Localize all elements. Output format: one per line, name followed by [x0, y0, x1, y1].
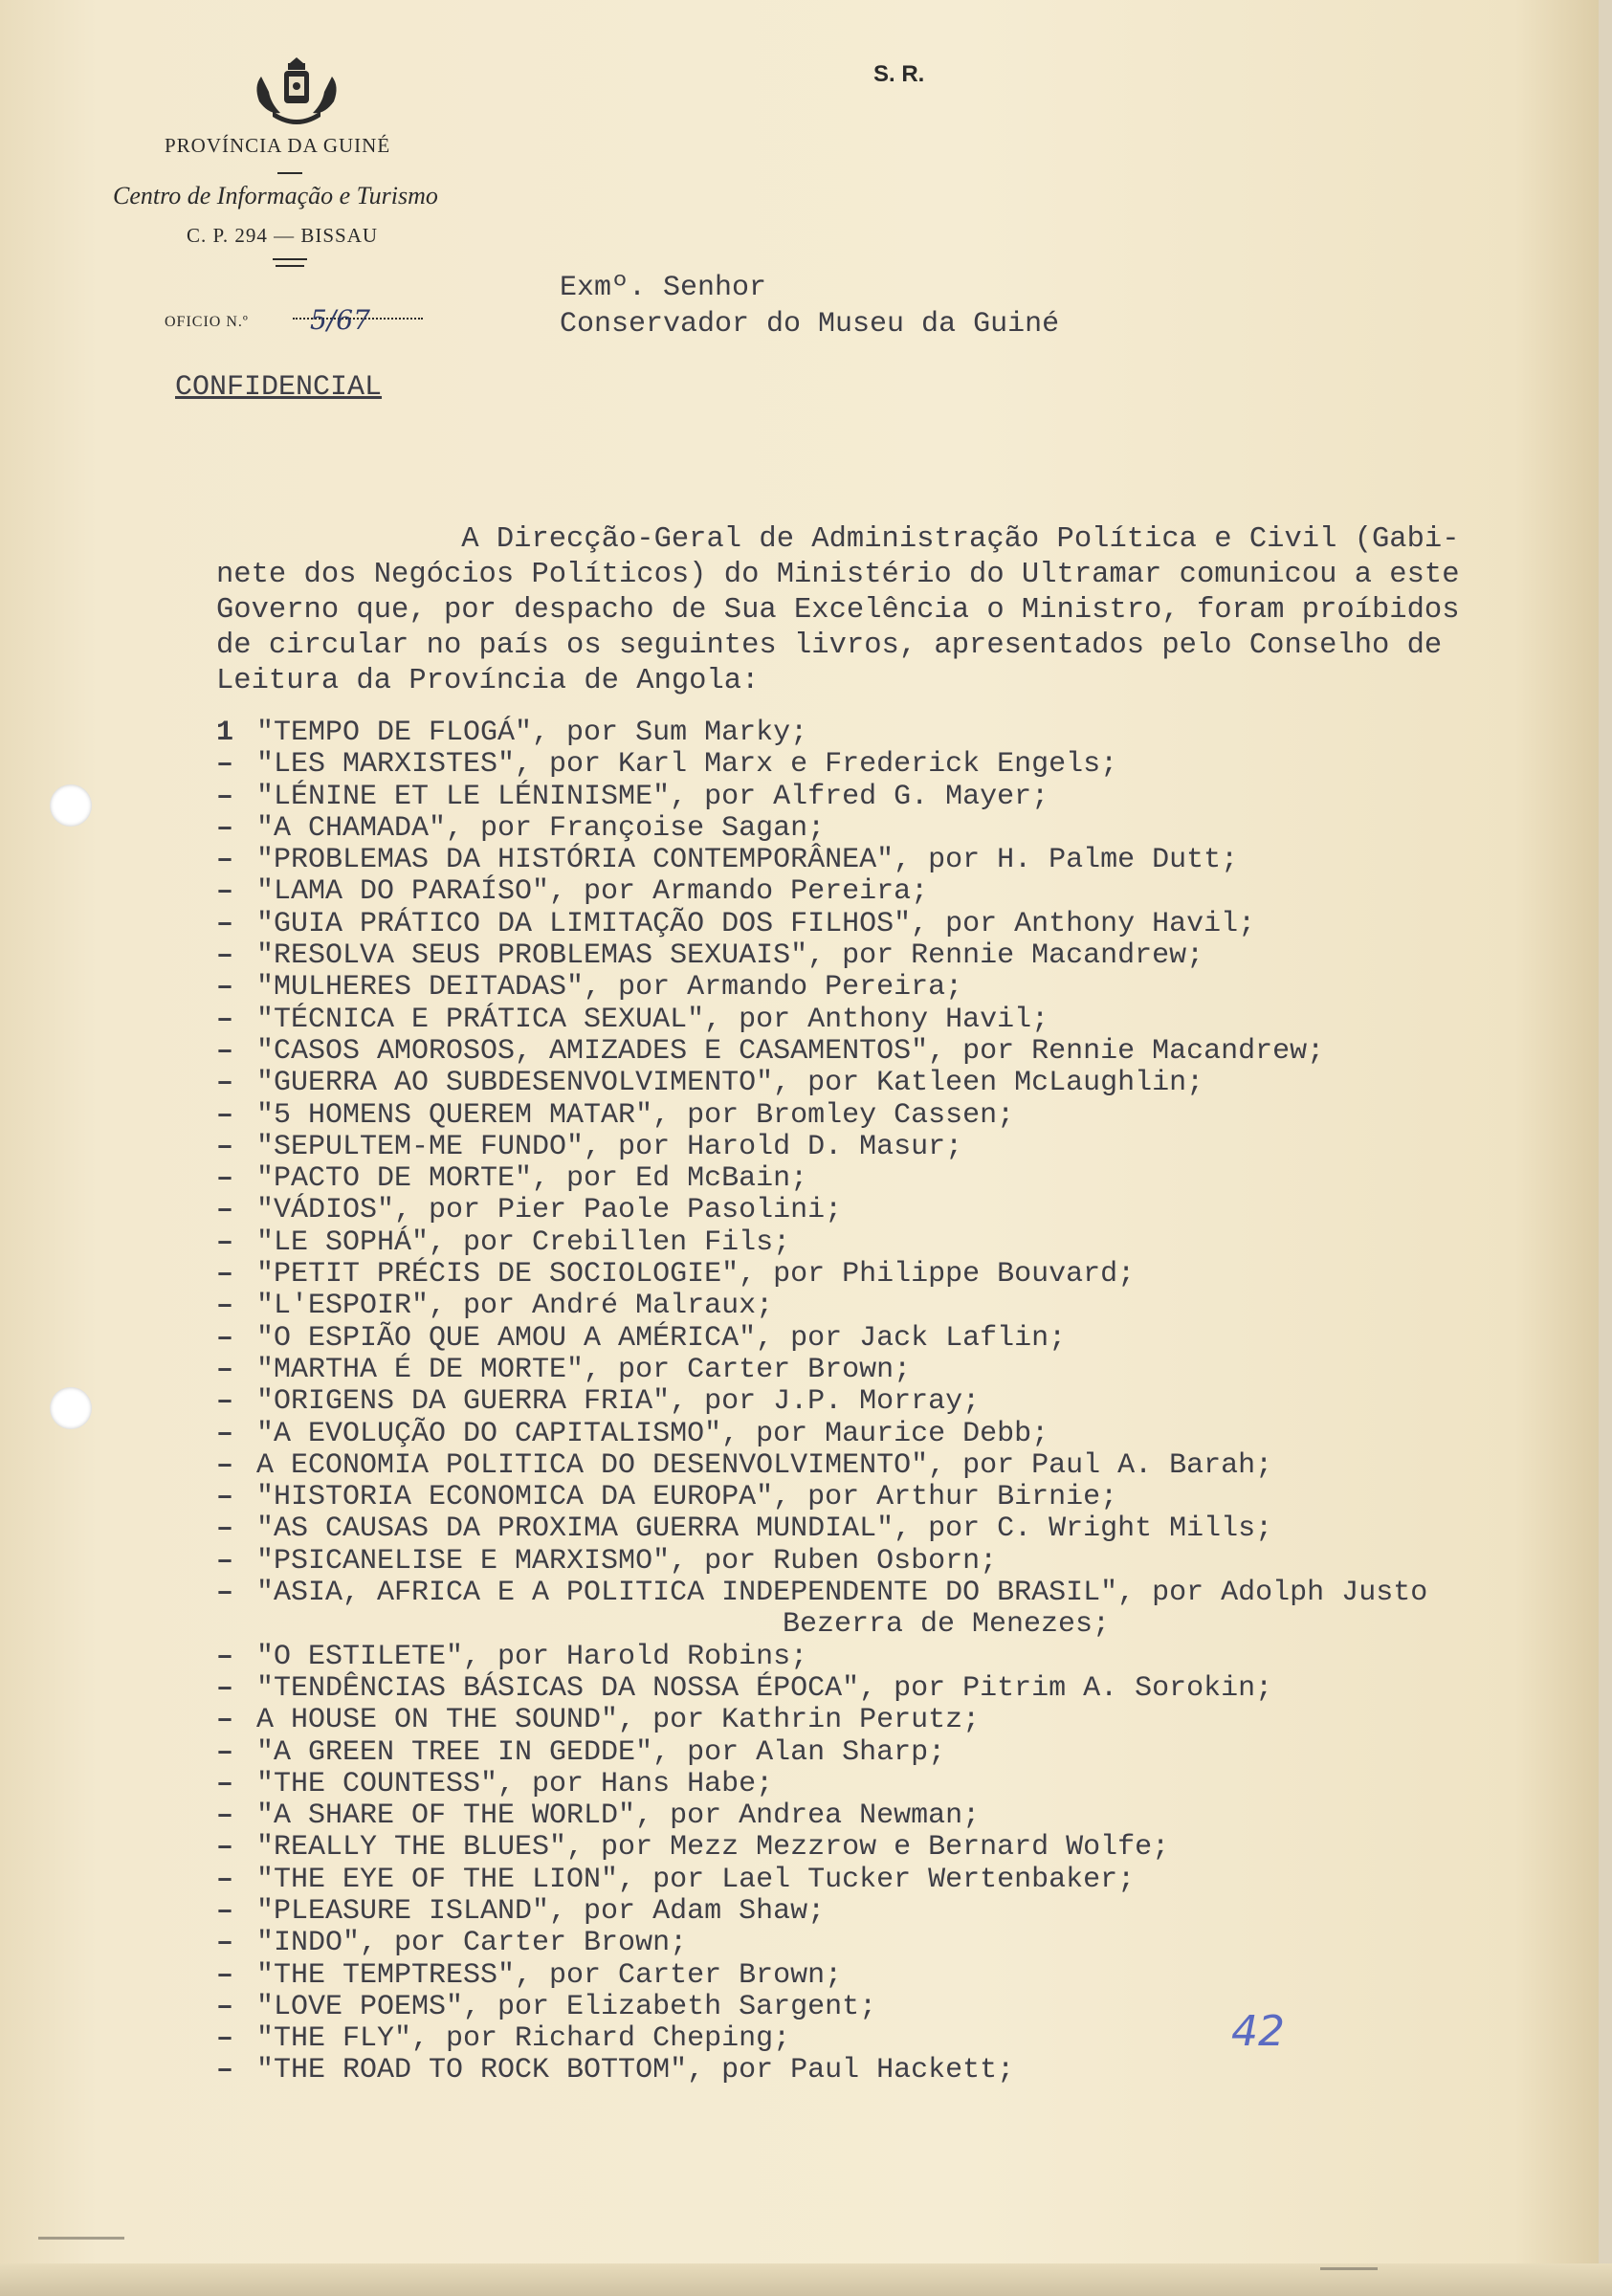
book-text: "A SHARE OF THE WORLD", por Andrea Newman;: [256, 1799, 981, 1833]
bullet-dash: –: [216, 1130, 234, 1163]
province-name: PROVÍNCIA DA GUINÉ: [165, 134, 391, 157]
bullet-dash: –: [216, 939, 234, 973]
book-text: "LÉNINE ET LE LÉNINISME", por Alfred G. Mayer;: [256, 780, 1049, 813]
book-text: "MULHERES DEITADAS", por Armando Pereira;: [256, 971, 963, 1004]
bullet-dash: –: [216, 1863, 234, 1896]
bullet-dash: –: [216, 1385, 234, 1419]
book-text: "TÉCNICA E PRÁTICA SEXUAL", por Anthony Havil;: [256, 1003, 1049, 1036]
bullet-dash: –: [216, 1958, 234, 1992]
book-text: "PROBLEMAS DA HISTÓRIA CONTEMPORÂNEA", por H. Palme Dutt;: [256, 844, 1239, 877]
book-entry: [216, 1004, 1594, 1036]
book-text: "5 HOMENS QUEREM MATAR", por Bromley Cassen;: [256, 1098, 1015, 1132]
book-entry: [216, 1673, 1594, 1705]
bullet-dash: –: [216, 1353, 234, 1386]
book-entry: [216, 1355, 1594, 1386]
body-line: A Direcção-Geral de Administração Política e Civil (Gabi-: [216, 523, 1460, 556]
book-text: "A EVOLUÇÃO DO CAPITALISMO", por Maurice Debb;: [256, 1417, 1049, 1450]
book-entry: [216, 1068, 1594, 1099]
book-entry: [216, 1513, 1594, 1545]
book-text: "THE FLY", por Richard Cheping;: [256, 2022, 791, 2056]
bullet-dash: –: [216, 844, 234, 877]
bullet-dash: –: [216, 1894, 234, 1928]
book-text: "L'ESPOIR", por André Malraux;: [256, 1290, 774, 1323]
book-text: "LAMA DO PARAÍSO", por Armando Pereira;: [256, 875, 929, 909]
bullet-dash: –: [216, 1990, 234, 2023]
centre-name: Centro de Informação e Turismo: [113, 182, 438, 210]
banned-books-list: [216, 718, 1594, 2087]
body-line: de circular no país os seguintes livros, apresentados pelo Conselho de: [216, 629, 1443, 662]
book-text: A ECONOMIA POLITICA DO DESENVOLVIMENTO", por Paul A. Barah;: [256, 1448, 1273, 1482]
book-text: "THE ROAD TO ROCK BOTTOM", por Paul Hackett;: [256, 2054, 1015, 2087]
book-text: "TENDÊNCIAS BÁSICAS DA NOSSA ÉPOCA", por Pitrim A. Sorokin;: [256, 1671, 1273, 1705]
book-text: "THE COUNTESS", por Hans Habe;: [256, 1767, 774, 1800]
bullet-dash: –: [216, 1799, 234, 1833]
book-text: "MARTHA É DE MORTE", por Carter Brown;: [256, 1353, 912, 1386]
punch-hole-bottom: [50, 1387, 92, 1429]
body-line: nete dos Negócios Políticos) do Ministério do Ultramar comunicou a este: [216, 559, 1460, 591]
bullet-dash: –: [216, 1481, 234, 1514]
book-entry: [216, 1642, 1594, 1673]
recipient-title: Conservador do Museu da Guiné: [560, 308, 1060, 341]
bullet-dash: –: [216, 811, 234, 845]
header-divider: [277, 172, 302, 174]
bullet-dash: –: [216, 2054, 234, 2087]
book-text: "SEPULTEM-ME FUNDO", por Harold D. Masur;: [256, 1130, 963, 1163]
page-edge-right: [1599, 0, 1612, 2296]
bullet-dash: –: [216, 2022, 234, 2056]
book-text: "AS CAUSAS DA PROXIMA GUERRA MUNDIAL", por C. Wright Mills;: [256, 1512, 1273, 1546]
book-entry: [216, 2023, 1594, 2055]
book-text: "ASIA, AFRICA E A POLITICA INDEPENDENTE DO BRASIL", por Adolph Justo: [256, 1577, 1428, 1610]
book-entry: [216, 1769, 1594, 1800]
book-entry: [216, 1419, 1594, 1450]
bullet-dash: –: [216, 1003, 234, 1036]
book-entry: [216, 1100, 1594, 1132]
book-text: "LOVE POEMS", por Elizabeth Sargent;: [256, 1990, 877, 2023]
book-text: "PETIT PRÉCIS DE SOCIOLOGIE", por Philippe Bouvard;: [256, 1258, 1136, 1292]
book-text: "GUIA PRÁTICO DA LIMITAÇÃO DOS FILHOS", por Anthony Havil;: [256, 907, 1256, 940]
book-entry: [216, 782, 1594, 813]
book-entry: [216, 1896, 1594, 1928]
book-entry: [216, 1450, 1594, 1482]
bullet-dash: –: [216, 1321, 234, 1355]
body-line: Leitura da Província de Angola:: [216, 665, 760, 697]
body-paragraph: [216, 522, 1594, 699]
punch-hole-top: [50, 784, 92, 827]
book-entry: [216, 1832, 1594, 1864]
book-entry: [216, 972, 1594, 1004]
bullet-dash: –: [216, 1544, 234, 1578]
book-text: "THE TEMPTRESS", por Carter Brown;: [256, 1958, 843, 1992]
book-text: "THE EYE OF THE LION", por Lael Tucker Wertenbaker;: [256, 1863, 1136, 1896]
bullet-dash: 1: [216, 717, 234, 749]
book-entry: [216, 813, 1594, 845]
book-entry: [216, 2055, 1594, 2086]
book-text: "ORIGENS DA GUERRA FRIA", por J.P. Morray;: [256, 1385, 981, 1419]
book-entry: [216, 749, 1594, 781]
bullet-dash: –: [216, 1194, 234, 1227]
book-text: "GUERRA AO SUBDESENVOLVIMENTO", por Katleen McLaughlin;: [256, 1067, 1204, 1100]
bullet-dash: –: [216, 1290, 234, 1323]
header-divider-3: [276, 265, 304, 267]
book-entry: [216, 1865, 1594, 1896]
book-text: "O ESTILETE", por Harold Robins;: [256, 1640, 808, 1673]
body-line: Governo que, por despacho de Sua Excelência o Ministro, foram proíbidos: [216, 594, 1460, 627]
coat-of-arms-icon: [252, 57, 342, 130]
bullet-dash: –: [216, 907, 234, 940]
header-divider-2: [273, 258, 307, 260]
book-entry: [216, 909, 1594, 940]
book-entry: [216, 1928, 1594, 1959]
bullet-dash: –: [216, 1704, 234, 1737]
bullet-dash: –: [216, 1671, 234, 1705]
bullet-dash: –: [216, 1448, 234, 1482]
book-entry: [216, 1259, 1594, 1291]
book-entry: [216, 1705, 1594, 1736]
book-text: "HISTORIA ECONOMICA DA EUROPA", por Arthur Birnie;: [256, 1481, 1118, 1514]
book-text: "RESOLVA SEUS PROBLEMAS SEXUAIS", por Rennie Macandrew;: [256, 939, 1204, 973]
book-entry: [216, 940, 1594, 972]
page-smudge: [38, 2237, 124, 2240]
book-text: "INDO", por Carter Brown;: [256, 1927, 688, 1960]
book-entry: [216, 1800, 1594, 1832]
bullet-dash: –: [216, 1640, 234, 1673]
book-entry: [216, 1291, 1594, 1322]
bullet-dash: –: [216, 748, 234, 782]
book-text: "PSICANELISE E MARXISMO", por Ruben Osborn;: [256, 1544, 998, 1578]
bullet-dash: –: [216, 1098, 234, 1132]
book-entry: [216, 1163, 1594, 1195]
bullet-dash: –: [216, 1831, 234, 1865]
book-entry: [216, 1960, 1594, 1992]
book-entry: [216, 1386, 1594, 1418]
bullet-dash: –: [216, 1767, 234, 1800]
book-entry: [216, 1992, 1594, 2023]
oficio-label: OFICIO N.º: [165, 314, 249, 330]
book-entry: [216, 718, 1594, 749]
bullet-dash: –: [216, 1258, 234, 1292]
book-text: "LE SOPHÁ", por Crebillen Fils;: [256, 1225, 791, 1259]
bullet-dash: –: [216, 1034, 234, 1068]
bullet-dash: –: [216, 1735, 234, 1769]
page-number: 42: [1231, 2007, 1285, 2056]
book-text: "PACTO DE MORTE", por Ed McBain;: [256, 1162, 808, 1196]
bullet-dash: –: [216, 780, 234, 813]
book-entry: [216, 1195, 1594, 1226]
classification-mark: S. R.: [873, 61, 925, 87]
book-entry: [216, 845, 1594, 876]
bullet-dash: –: [216, 1417, 234, 1450]
book-text: "PLEASURE ISLAND", por Adam Shaw;: [256, 1894, 826, 1928]
bullet-dash: –: [216, 971, 234, 1004]
book-text: "VÁDIOS", por Pier Paole Pasolini;: [256, 1194, 843, 1227]
bullet-dash: –: [216, 1927, 234, 1960]
book-entry: [216, 1546, 1594, 1578]
postal-address: C. P. 294 — BISSAU: [187, 224, 379, 247]
book-text: "O ESPIÃO QUE AMOU A AMÉRICA", por Jack Laflin;: [256, 1321, 1067, 1355]
book-text: "REALLY THE BLUES", por Mezz Mezzrow e Bernard Wolfe;: [256, 1831, 1170, 1865]
book-text: "TEMPO DE FLOGÁ", por Sum Marky;: [256, 717, 808, 749]
oficio-number: 5/67: [310, 304, 370, 336]
bullet-dash: –: [216, 1577, 234, 1610]
book-entry: [216, 1482, 1594, 1513]
book-entry: [216, 876, 1594, 908]
book-text: "A GREEN TREE IN GEDDE", por Alan Sharp;: [256, 1735, 946, 1769]
bullet-dash: –: [216, 1225, 234, 1259]
bullet-dash: –: [216, 1512, 234, 1546]
bullet-dash: –: [216, 875, 234, 909]
page-smudge: [1320, 2267, 1378, 2270]
confidential-label: CONFIDENCIAL: [175, 371, 383, 404]
book-entry: [216, 1323, 1594, 1355]
book-text: Bezerra de Menezes;: [783, 1608, 1111, 1642]
bullet-dash: –: [216, 1162, 234, 1196]
book-text: A HOUSE ON THE SOUND", por Kathrin Perutz;: [256, 1704, 981, 1737]
book-entry-continuation: [216, 1609, 1594, 1641]
book-text: "A CHAMADA", por Françoise Sagan;: [256, 811, 826, 845]
bullet-dash: –: [216, 1067, 234, 1100]
book-entry: [216, 1578, 1594, 1609]
book-entry: [216, 1132, 1594, 1163]
book-entry: [216, 1737, 1594, 1769]
book-entry: [216, 1036, 1594, 1068]
book-entry: [216, 1227, 1594, 1259]
recipient-salutation: Exmº. Senhor: [560, 272, 767, 304]
book-text: "CASOS AMOROSOS, AMIZADES E CASAMENTOS", por Rennie Macandrew;: [256, 1034, 1325, 1068]
book-text: "LES MARXISTES", por Karl Marx e Frederick Engels;: [256, 748, 1118, 782]
